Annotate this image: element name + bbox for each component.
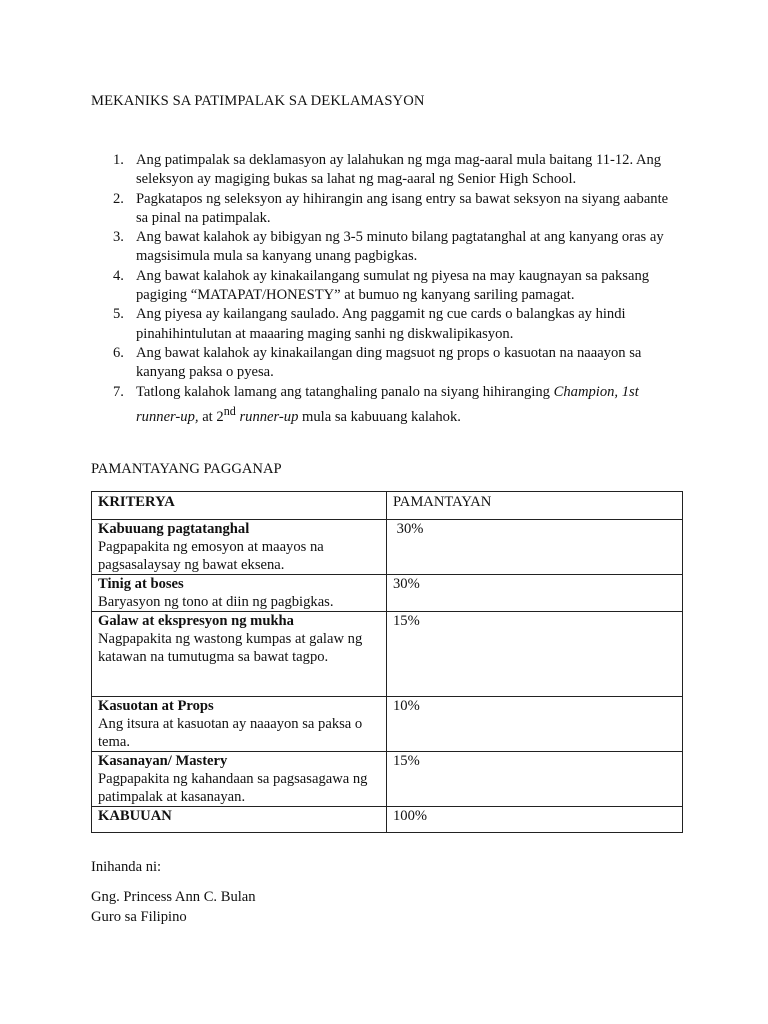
signer-position: Guro sa Filipino <box>91 908 187 925</box>
list-item <box>91 305 671 344</box>
table-row <box>92 575 683 612</box>
champion-text: Champion, 1st runner-up, <box>136 383 639 425</box>
criteria-cell <box>92 612 387 697</box>
item-number: 5. <box>113 306 124 323</box>
percentage-cell: 10% <box>387 697 683 752</box>
item-text: Ang patimpalak sa deklamasyon ay lalahukan ng mga mag-aaral mula baitang 11-12. Ang seleksyon ay magiging bukas sa lahat ng mag-aaral ng Senior High School. <box>136 152 662 188</box>
criteria-description: Nagpapakita ng wastong kumpas at galaw ng katawan na tumutugma sa bawat tagpo. <box>98 631 363 665</box>
criteria-name: Galaw at ekspresyon ng mukha <box>98 613 294 629</box>
table-header-row <box>92 492 683 520</box>
criteria-description: Pagpapakita ng kahandaan sa pagsasagawa ng patimpalak at kasanayan. <box>98 771 368 805</box>
table-row <box>92 520 683 575</box>
criteria-description: Baryasyon ng tono at diin ng pagbigkas. <box>98 594 334 610</box>
percentage-cell: 30% <box>387 520 683 575</box>
item-number: 4. <box>113 267 124 284</box>
item-text: Ang bawat kalahok ay kinakailangan ding magsuot ng props o kasuotan na naaayon sa kanyang paksa o pyesa. <box>136 344 642 381</box>
criteria-name: Kabuuang pagtatanghal <box>98 521 250 537</box>
criteria-cell <box>92 520 387 575</box>
item-text: Pagkatapos ng seleksyon ay hihirangin ang isang entry sa bawat seksyon na siyang aabante sa pinal na patimpalak. <box>136 190 669 226</box>
criteria-cell <box>92 752 387 807</box>
document-title: MEKANIKS SA PATIMPALAK SA DEKLAMASYON <box>91 93 425 109</box>
total-value: 100% <box>387 807 683 833</box>
runner-up-text: runner-up <box>235 408 299 425</box>
superscript-nd: nd <box>223 403 236 418</box>
item-text-part: Tatlong kalahok lamang ang tatanghaling panalo na siyang hihiranging <box>136 383 554 400</box>
item-text-part: at 2 <box>198 408 224 425</box>
signer-name: Gng. Princess Ann C. Bulan <box>91 889 256 905</box>
item-text: Ang bawat kalahok ay bibigyan ng 3-5 minuto bilang pagtatanghal at ang kanyang oras ay magsisimula mula sa kanyang unang pagbigkas. <box>136 229 664 265</box>
item-text: Ang bawat kalahok ay kinakailangang sumulat ng piyesa na may kaugnayan sa paksang pagiging “MATAPAT/HONESTY” at bumuo ng kanyang sariling pamagat. <box>136 267 650 304</box>
column-header-criteria: KRITERYA <box>92 492 387 520</box>
total-label <box>92 807 387 833</box>
column-header-standard: PAMANTAYAN <box>387 492 683 520</box>
list-item <box>91 151 671 190</box>
criteria-cell <box>92 575 387 612</box>
table-row <box>92 697 683 752</box>
criteria-name: Kasuotan at Props <box>98 698 214 714</box>
list-item <box>91 383 671 427</box>
list-item <box>91 267 671 306</box>
table-row <box>92 752 683 807</box>
rules-list <box>91 151 671 427</box>
percentage-cell: 15% <box>387 612 683 697</box>
prepared-by-label: Inihanda ni: <box>91 859 162 875</box>
item-text: Ang piyesa ay kailangang saulado. Ang paggamit ng cue cards o balangkas ay hindi pinahihintulutan at maaaring maging sanhi ng diskwalipikasyon. <box>136 306 626 342</box>
total-label-text: KABUUAN <box>98 808 172 824</box>
item-number: 6. <box>113 344 124 361</box>
percentage-cell: 30% <box>387 575 683 612</box>
criteria-heading: PAMANTAYANG PAGGANAP <box>91 461 282 477</box>
list-item <box>91 228 671 267</box>
list-item <box>91 344 671 383</box>
list-item <box>91 190 671 229</box>
item-number: 7. <box>113 383 124 400</box>
item-number: 3. <box>113 229 124 246</box>
item-text-part: mula sa kabuuang kalahok. <box>298 408 461 425</box>
criteria-name: Kasanayan/ Mastery <box>98 753 228 769</box>
table-row <box>92 612 683 697</box>
item-number: 1. <box>113 152 124 168</box>
criteria-name: Tinig at boses <box>98 576 184 592</box>
item-text <box>136 384 639 425</box>
criteria-description: Pagpapakita ng emosyon at maayos na pagsasalaysay ng bawat eksena. <box>98 539 324 573</box>
table-total-row <box>92 807 683 833</box>
percentage-cell: 15% <box>387 752 683 807</box>
item-number: 2. <box>113 190 124 207</box>
criteria-cell <box>92 697 387 752</box>
signature-block <box>91 888 256 927</box>
criteria-table <box>91 491 683 833</box>
criteria-description: Ang itsura at kasuotan ay naaayon sa paksa o tema. <box>98 716 363 750</box>
